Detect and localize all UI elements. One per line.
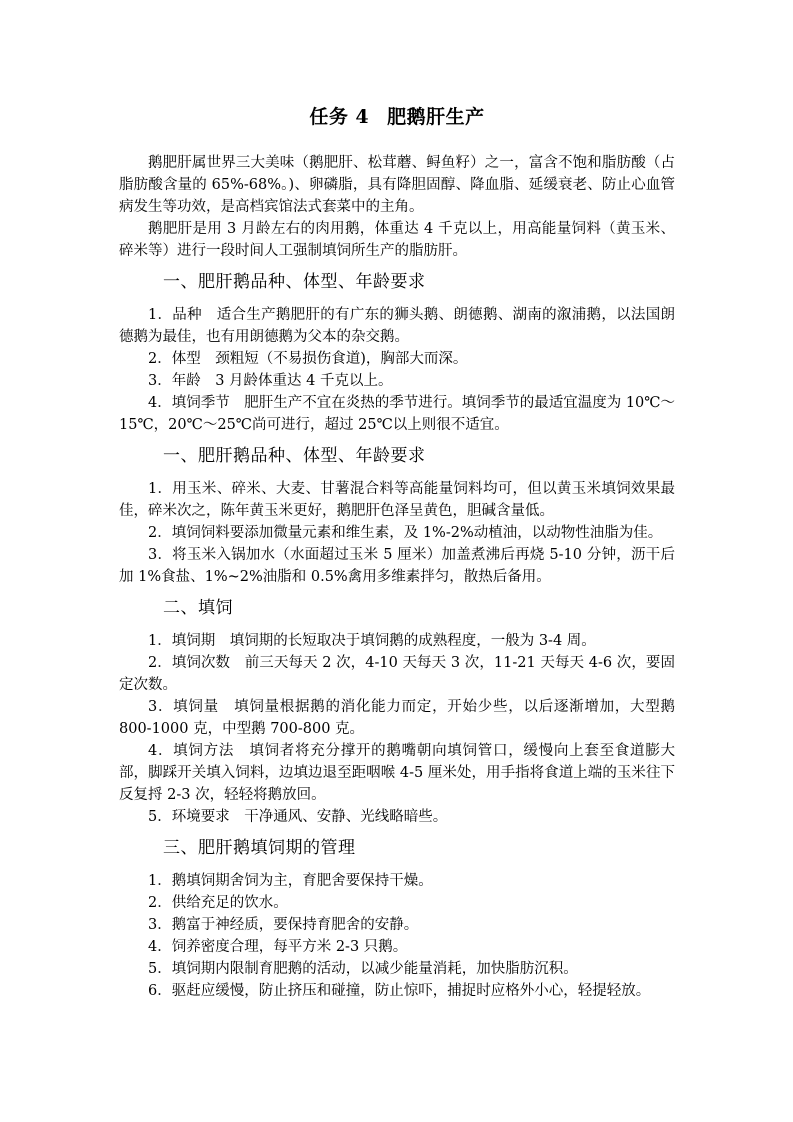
section-heading: 三、肥肝鹅填饲期的管理 xyxy=(163,838,356,858)
list-item: 2．填饲饲料要添加微量元素和维生素，及 1%-2%动植油，以动物性油脂为佳。 xyxy=(148,525,663,541)
list-item: 2．填饲次数 前三天每天 2 次，4-10 天每天 3 次，11-21 天每天 4-6 次，要固定次数。 xyxy=(119,655,675,693)
list-item: 2．体型 颈粗短（不易损伤食道)，胸部大而深。 xyxy=(148,351,468,367)
list-item: 2．供给充足的饮水。 xyxy=(148,895,288,911)
intro-paragraph: 鹅肥肝属世界三大美味（鹅肥肝、松茸蘑、鲟鱼籽）之一，富含不饱和脂肪酸（占脂肪酸含量的 65%-68%。)、卵磷脂，具有降胆固醇、降血脂、延缓衰老、防止心血管病发生等功效，是高档宾馆法式套菜中的主角。 xyxy=(119,155,675,215)
list-item: 1．填饲期 填饲期的长短取决于填饲鹅的成熟程度，一般为 3-4 周。 xyxy=(148,633,596,649)
list-item: 6．驱赶应缓慢，防止挤压和碰撞，防止惊吓，捕捉时应格外小心，轻提轻放。 xyxy=(148,983,651,999)
document-page xyxy=(119,100,675,1002)
list-item: 1．鹅填饲期舍饲为主，育肥舍要保持干燥。 xyxy=(148,873,433,889)
list-item: 3．鹅富于神经质，要保持育肥舍的安静。 xyxy=(148,917,419,933)
list-item: 3．年龄 3 月龄体重达 4 千克以上。 xyxy=(148,373,393,389)
document-title xyxy=(119,100,675,134)
list-item: 4．填饲季节 肥肝生产不宜在炎热的季节进行。填饲季节的最适宜温度为 10℃～15℃，20℃～25℃尚可进行，超过 25℃以上则很不适宜。 xyxy=(119,395,676,433)
section-heading: 一、肥肝鹅品种、体型、年龄要求 xyxy=(163,446,426,466)
list-item: 5．环境要求 干净通风、安静、光线略暗些。 xyxy=(148,809,448,825)
list-item: 1．品种 适合生产鹅肥肝的有广东的狮头鹅、朗德鹅、湖南的溆浦鹅，以法国朗德鹅为最佳，也有用朗德鹅为父本的杂交鹅。 xyxy=(119,307,675,345)
list-item: 1．用玉米、碎米、大麦、甘薯混合料等高能量饲料均可，但以黄玉米填饲效果最佳，碎米次之，陈年黄玉米更好，鹅肥肝色泽呈黄色，胆碱含量低。 xyxy=(119,481,675,519)
list-item: 3．将玉米入锅加水（水面超过玉米 5 厘米）加盖煮沸后再烧 5-10 分钟，沥干后加 1%食盐、1%~2%油脂和 0.5%禽用多维素拌匀，散热后备用。 xyxy=(119,547,675,585)
section-heading: 一、肥肝鹅品种、体型、年龄要求 xyxy=(163,272,426,292)
task-number: 任务 4 xyxy=(309,106,370,128)
list-item: 5．填饲期内限制育肥鹅的活动，以减少能量消耗，加快脂肪沉积。 xyxy=(148,961,578,977)
task-title: 肥鹅肝生产 xyxy=(387,106,485,128)
list-item: 4．饲养密度合理，每平方米 2-3 只鹅。 xyxy=(148,939,408,955)
list-item: 4．填饲方法 填饲者将充分撑开的鹅嘴朝向填饲管口，缓慢向上套至食道膨大部，脚踩开关填入饲料，边填边退至距咽喉 4-5 厘米处，用手指将食道上端的玉米往下反复捋 2-3 次，轻轻将鹅放回。 xyxy=(119,743,675,803)
section-heading: 二、填饲 xyxy=(163,598,233,618)
list-item: 3．填饲量 填饲量根据鹅的消化能力而定，开始少些，以后逐渐增加，大型鹅 800-1000 克，中型鹅 700-800 克。 xyxy=(119,699,675,737)
intro-paragraph: 鹅肥肝是用 3 月龄左右的肉用鹅，体重达 4 千克以上，用高能量饲料（黄玉米、碎米等）进行一段时间人工强制填饲所生产的脂肪肝。 xyxy=(119,221,675,259)
